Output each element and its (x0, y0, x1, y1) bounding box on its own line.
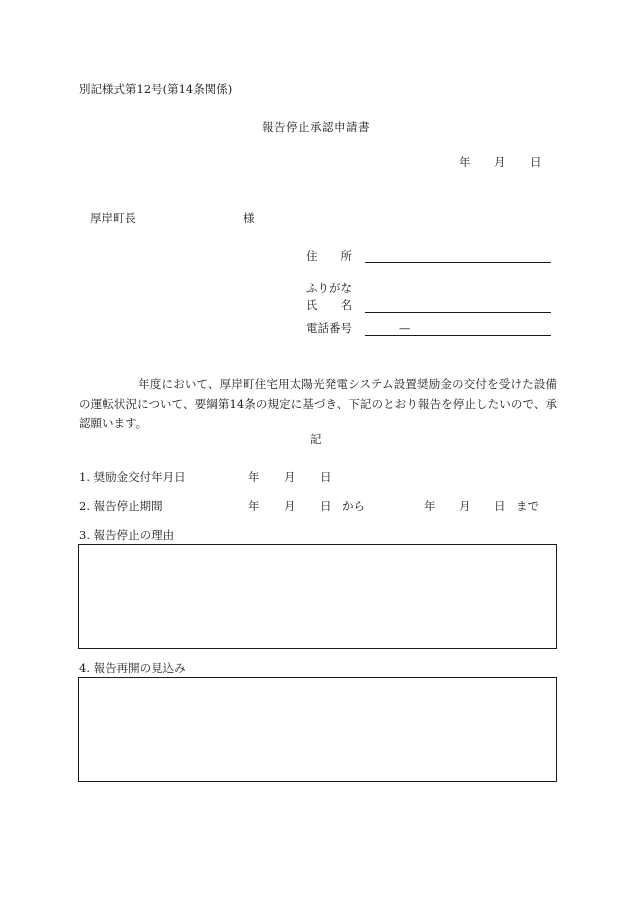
item2-month2: 月 (459, 499, 471, 513)
phone-label: 電話番号 (306, 321, 352, 335)
date-year-label: 年 (459, 155, 471, 169)
name-field[interactable] (365, 312, 551, 313)
reason-box[interactable] (78, 544, 557, 649)
recipient-honorific: 様 (243, 211, 255, 225)
phone-field[interactable] (365, 335, 551, 336)
address-field[interactable] (365, 262, 551, 263)
item1-label: 1. 奨励金交付年月日 (79, 470, 186, 484)
item2-day: 日 (320, 499, 332, 513)
item2-until: まで (516, 499, 539, 513)
address-label: 住 所 (306, 249, 352, 263)
form-number: 別記様式第12号(第14条関係) (79, 82, 233, 96)
item2-year2: 年 (424, 499, 436, 513)
item2-day2: 日 (494, 499, 506, 513)
item2-year: 年 (248, 499, 260, 513)
body-text: 年度において、厚岸町住宅用太陽光発電システム設置奨励金の交付を受けた設備の運転状況について、要綱第14条の規定に基づき、下記のとおり報告を停止したいので、承認願います。 (79, 377, 557, 430)
date-month-label: 月 (494, 155, 506, 169)
name-label: 氏 名 (306, 298, 352, 312)
body-paragraph (79, 375, 557, 434)
item1-year: 年 (248, 470, 260, 484)
item2-month: 月 (284, 499, 296, 513)
item4-label: 4. 報告再開の見込み (79, 661, 186, 675)
phone-separator: — (399, 321, 411, 335)
item2-label: 2. 報告停止期間 (79, 499, 163, 513)
recipient-name: 厚岸町長 (90, 211, 136, 225)
item3-label: 3. 報告停止の理由 (79, 528, 175, 542)
furigana-label: ふりがな (306, 281, 352, 295)
item1-month: 月 (284, 470, 296, 484)
item1-day: 日 (320, 470, 332, 484)
date-day-label: 日 (530, 155, 542, 169)
page-title: 報告停止承認申請書 (262, 120, 370, 134)
resumption-box[interactable] (78, 677, 557, 782)
item2-from: から (342, 499, 365, 513)
ki-heading: 記 (310, 432, 322, 446)
